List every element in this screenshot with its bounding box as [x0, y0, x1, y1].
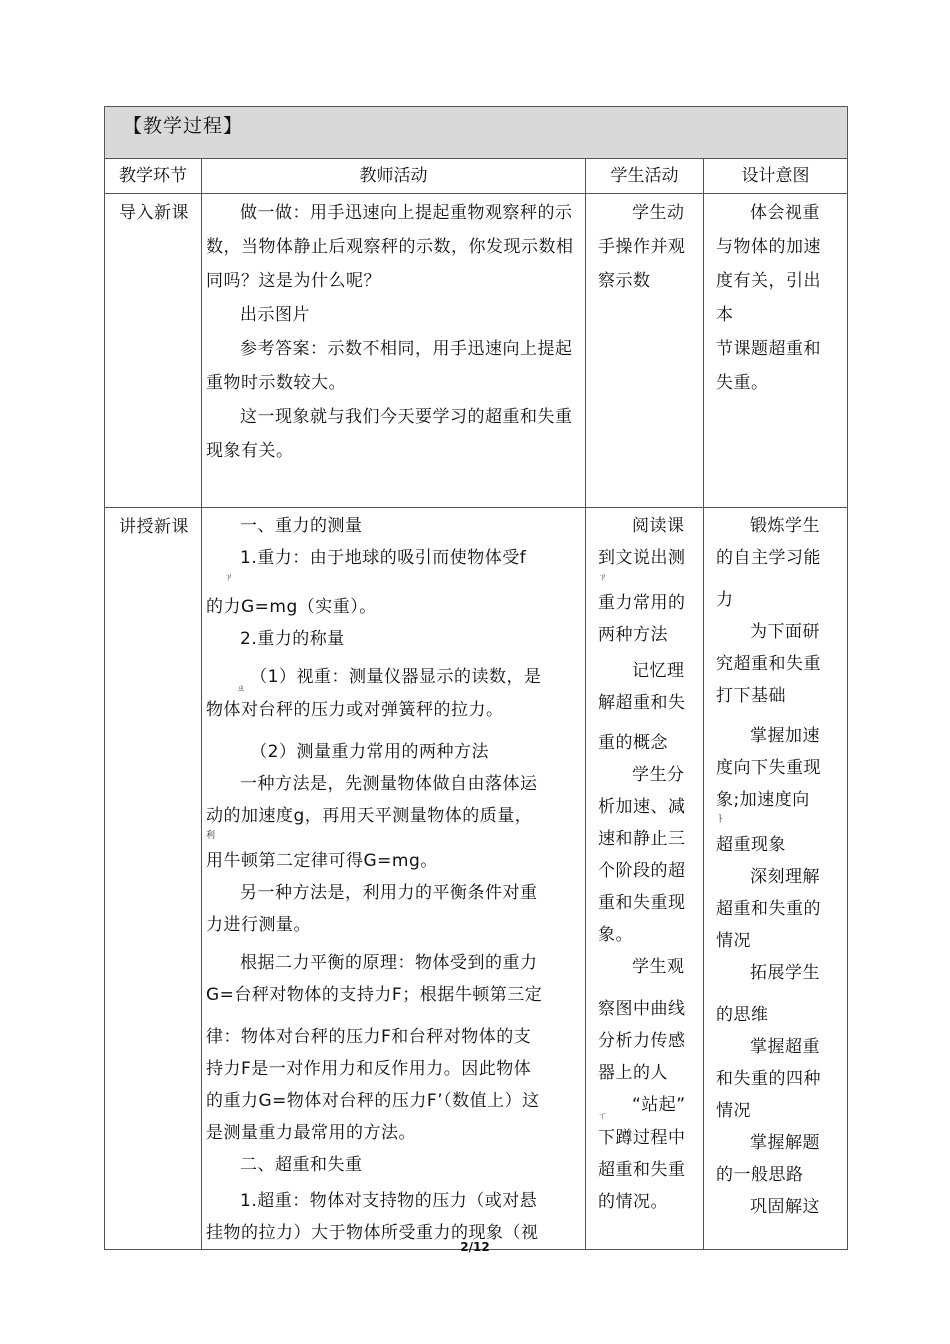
- teacher-line: 1.超重：物体对支持物的压力（或对悬: [240, 1191, 538, 1211]
- design-line: 与物体的加速: [716, 237, 821, 257]
- teacher-line: G=台秤对物体的支持力F；根据牛顿第三定: [206, 985, 543, 1005]
- stage-label: 讲授新课: [119, 517, 189, 537]
- stray-mark: ㄒ: [598, 1112, 608, 1122]
- design-line: 掌握加速: [750, 726, 820, 746]
- design-line: 本: [716, 305, 734, 325]
- design-line: 情况: [716, 1101, 751, 1121]
- stage-cell: [105, 194, 202, 508]
- stray-mark: ㅏ: [716, 815, 726, 825]
- design-line: 的一般思路: [716, 1165, 804, 1185]
- student-line: 学生分: [632, 765, 685, 785]
- teacher-line: 是测量重力最常用的方法。: [206, 1123, 416, 1143]
- teacher-activity-cell: [202, 194, 586, 508]
- design-line: 度向下失重现: [716, 758, 821, 778]
- design-intent-cell: [704, 194, 848, 508]
- design-line: 度有关，引出: [716, 271, 821, 291]
- table-title-cell: [105, 107, 848, 159]
- design-line: 掌握超重: [750, 1037, 820, 1057]
- stray-mark: 利: [206, 831, 216, 841]
- student-line: 的情况。: [598, 1192, 668, 1212]
- design-line: 体会视重: [750, 203, 820, 223]
- teacher-line: （2）测量重力常用的两种方法: [250, 742, 490, 762]
- design-line: 情况: [716, 931, 751, 951]
- teacher-line: （1）视重：测量仪器显示的读数，是: [250, 667, 542, 687]
- student-line: 超重和失重: [598, 1160, 686, 1180]
- student-line: 析加速、减: [598, 797, 686, 817]
- student-line: 重的概念: [598, 733, 668, 753]
- teacher-line: 二、超重和失重: [240, 1155, 363, 1175]
- column-header-design: 设计意图: [704, 159, 848, 194]
- student-line: “站起”: [632, 1095, 686, 1115]
- student-line: 察示数: [598, 271, 651, 291]
- teacher-paragraph: 出示图片: [240, 305, 310, 325]
- column-header-student: 学生活动: [586, 159, 704, 194]
- teacher-paragraph: 这一现象就与我们今天要学习的超重和失重现象有关。: [206, 407, 573, 461]
- design-line: 深刻理解: [750, 867, 820, 887]
- teacher-line: 用牛顿第二定律可得G=mg。: [206, 851, 438, 871]
- stray-mark: ㄗ: [224, 573, 234, 583]
- teacher-line: 动的加速度g，再用天平测量物体的质量，: [206, 806, 533, 826]
- student-line: 记忆理: [632, 661, 685, 681]
- student-line: 手操作并观: [598, 237, 686, 257]
- student-line: 阅读课: [632, 516, 685, 536]
- student-line: 到文说出测: [598, 548, 686, 568]
- design-line: 力: [716, 590, 734, 610]
- design-intent-cell: [704, 508, 848, 1250]
- teacher-line: 1.重力：由于地球的吸引而使物体受f: [240, 548, 527, 568]
- stage-cell: [105, 508, 202, 1250]
- teacher-line: 挂物的拉力）大于物体所受重力的现象（视: [206, 1223, 539, 1243]
- design-line: 为下面研: [750, 622, 820, 642]
- teacher-activity-cell: [202, 508, 586, 1250]
- student-line: 器上的人: [598, 1063, 668, 1083]
- design-line: 打下基础: [716, 686, 786, 706]
- header-row: [105, 159, 848, 194]
- teacher-line: 根据二力平衡的原理：物体受到的重力: [240, 953, 538, 973]
- student-line: 分析力传感: [598, 1031, 686, 1051]
- student-line: 速和静止三: [598, 829, 686, 849]
- teacher-line: 律：物体对台秤的压力F和台秤对物体的支: [206, 1027, 532, 1047]
- column-header-stage: 教学环节: [105, 159, 202, 194]
- design-line: 巩固解这: [750, 1197, 820, 1217]
- student-line: 解超重和失: [598, 693, 686, 713]
- page-number: 2/12: [460, 1240, 490, 1254]
- design-line: 的思维: [716, 1005, 769, 1025]
- teacher-line: 另一种方法是，利用力的平衡条件对重: [240, 883, 538, 903]
- teacher-paragraph: 做一做：用手迅速向上提起重物观察秤的示数，当物体静止后观察秤的示数，你发现示数相同吗？这是为什么呢？: [206, 203, 574, 291]
- teacher-paragraph: 参考答案：示数不相同，用手迅速向上提起重物时示数较大。: [206, 339, 573, 393]
- student-line: 下蹲过程中: [598, 1128, 686, 1148]
- student-line: 察图中曲线: [598, 999, 686, 1019]
- student-line: 重力常用的: [598, 593, 686, 613]
- section-title: 【教学过程】: [123, 115, 244, 137]
- design-line: 节课题超重和: [716, 339, 821, 359]
- design-line: 失重。: [716, 373, 769, 393]
- student-activity-cell: [586, 194, 704, 508]
- design-line: 究超重和失重: [716, 654, 821, 674]
- design-line: 象;加速度向: [716, 790, 810, 810]
- student-line: 重和失重现: [598, 893, 686, 913]
- teacher-line: 的重力G=物体对台秤的压力F’（数值上）这: [206, 1091, 540, 1111]
- table-row-intro: [105, 194, 848, 508]
- teacher-line: 的力G=mg（实重）。: [206, 597, 377, 617]
- teacher-line: 2.重力的称量: [240, 629, 345, 649]
- design-line: 超重现象: [716, 835, 786, 855]
- design-line: 锻炼学生: [750, 516, 820, 536]
- design-line: 的自主学习能: [716, 548, 821, 568]
- table-row-lecture: [105, 508, 848, 1250]
- stage-label: 导入新课: [119, 203, 189, 223]
- student-line: 个阶段的超: [598, 861, 686, 881]
- design-line: 掌握解题: [750, 1133, 820, 1153]
- teacher-line: 一、重力的测量: [240, 516, 363, 536]
- student-line: 学生动: [632, 203, 685, 223]
- stray-mark: ㄓ: [236, 684, 247, 694]
- column-header-teacher: 教师活动: [202, 159, 586, 194]
- teacher-line: 力进行测量。: [206, 915, 311, 935]
- student-line: 象。: [598, 925, 633, 945]
- design-line: 和失重的四种: [716, 1069, 821, 1089]
- teaching-process-table: [104, 106, 848, 1250]
- student-activity-cell: [586, 508, 704, 1250]
- teacher-line: 持力F是一对作用力和反作用力。因此物体: [206, 1059, 532, 1079]
- stray-mark: ㄗ: [598, 573, 608, 583]
- student-line: 学生观: [632, 957, 685, 977]
- teacher-line: 物体对台秤的压力或对弹簧秤的拉力。: [206, 700, 504, 720]
- teacher-line: 一种方法是，先测量物体做自由落体运: [240, 774, 538, 794]
- design-line: 拓展学生: [750, 963, 820, 983]
- design-line: 超重和失重的: [716, 899, 821, 919]
- student-line: 两种方法: [598, 625, 668, 645]
